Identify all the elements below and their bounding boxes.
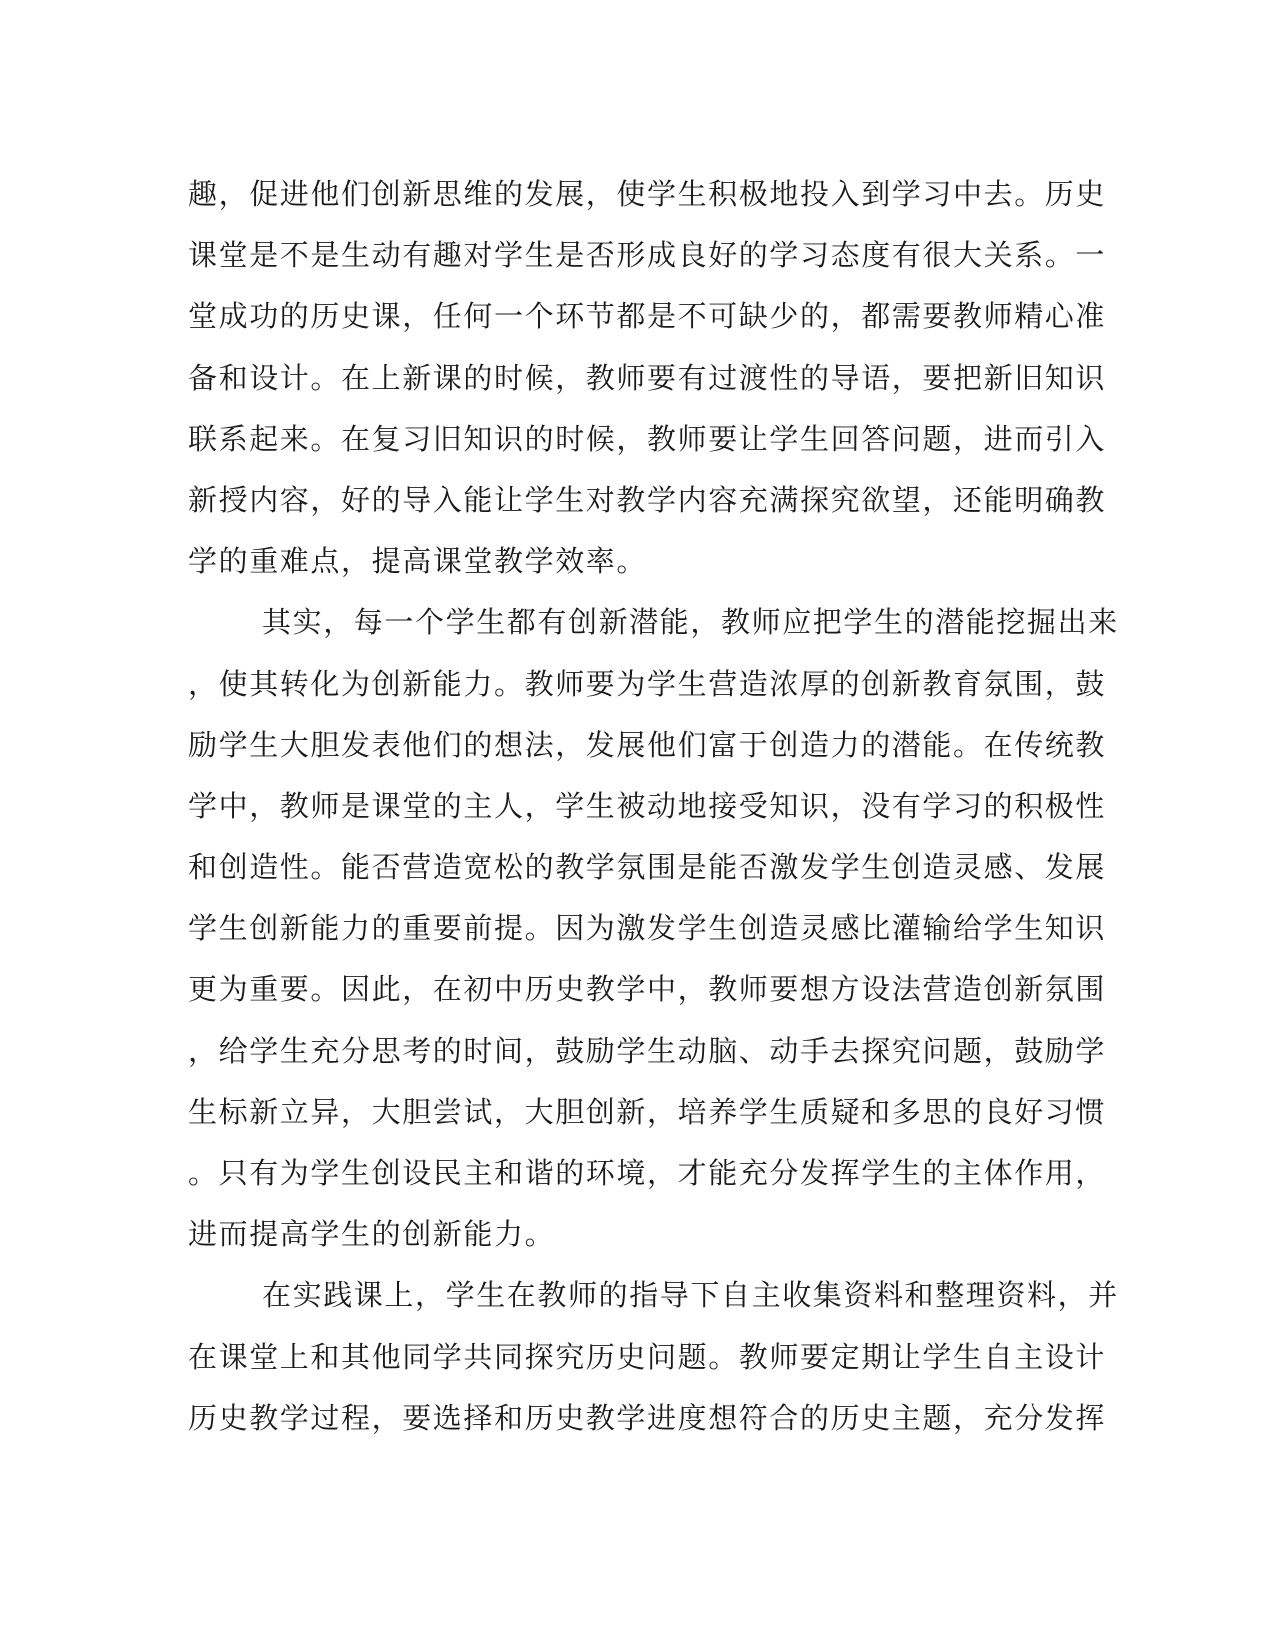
text-line: 备和设计。在上新课的时候，教师要有过渡性的导语，要把新旧知识 xyxy=(188,360,1107,395)
body-text xyxy=(188,164,1119,1449)
text-line: 趣，促进他们创新思维的发展，使学生积极地投入到学习中去。历史 xyxy=(188,177,1107,211)
text-line: 历史教学过程，要选择和历史教学进度想符合的历史主题，充分发挥 xyxy=(188,1400,1107,1435)
text-line: 学生创新能力的重要前提。因为激发学生创造灵感比灌输给学生知识 xyxy=(188,911,1107,946)
text-line: 堂成功的历史课，任何一个环节都是不可缺少的，都需要教师精心准 xyxy=(188,299,1107,334)
text-line: 生标新立异，大胆尝试，大胆创新，培养学生质疑和多思的良好习惯 xyxy=(188,1094,1107,1129)
text-line: 学的重难点，提高课堂教学效率。 xyxy=(188,544,648,579)
text-line: 。只有为学生创设民主和谐的环境，才能充分发挥学生的主体作用， xyxy=(188,1156,1107,1190)
text-line: ，给学生充分思考的时间，鼓励学生动脑、动手去探究问题，鼓励学 xyxy=(188,1033,1107,1068)
text-line: 课堂是不是生动有趣对学生是否形成良好的学习态度有很大关系。一 xyxy=(188,238,1107,273)
text-line: 学中，教师是课堂的主人，学生被动地接受知识，没有学习的积极性 xyxy=(188,788,1107,823)
text-line: 更为重要。因此，在初中历史教学中，教师要想方设法营造创新氛围 xyxy=(188,972,1107,1007)
text-line: 和创造性。能否营造宽松的教学氛围是能否激发学生创造灵感、发展 xyxy=(188,850,1107,885)
text-line: ，使其转化为创新能力。教师要为学生营造浓厚的创新教育氛围，鼓 xyxy=(188,666,1107,701)
text-line: 励学生大胆发表他们的想法，发展他们富于创造力的潜能。在传统教 xyxy=(188,727,1107,762)
text-line: 在课堂上和其他同学共同探究历史问题。教师要定期让学生自主设计 xyxy=(188,1339,1107,1374)
paragraph-start-line: 其实，每一个学生都有创新潜能，教师应把学生的潜能挖掘出来 xyxy=(262,605,1119,640)
text-line: 联系起来。在复习旧知识的时候，教师要让学生回答问题，进而引入 xyxy=(188,421,1107,456)
paragraph-start-line: 在实践课上，学生在教师的指导下自主收集资料和整理资料，并 xyxy=(262,1278,1119,1313)
text-line: 新授内容，好的导入能让学生对教学内容充满探究欲望，还能明确教 xyxy=(188,482,1107,517)
text-line: 进而提高学生的创新能力。 xyxy=(188,1217,556,1252)
